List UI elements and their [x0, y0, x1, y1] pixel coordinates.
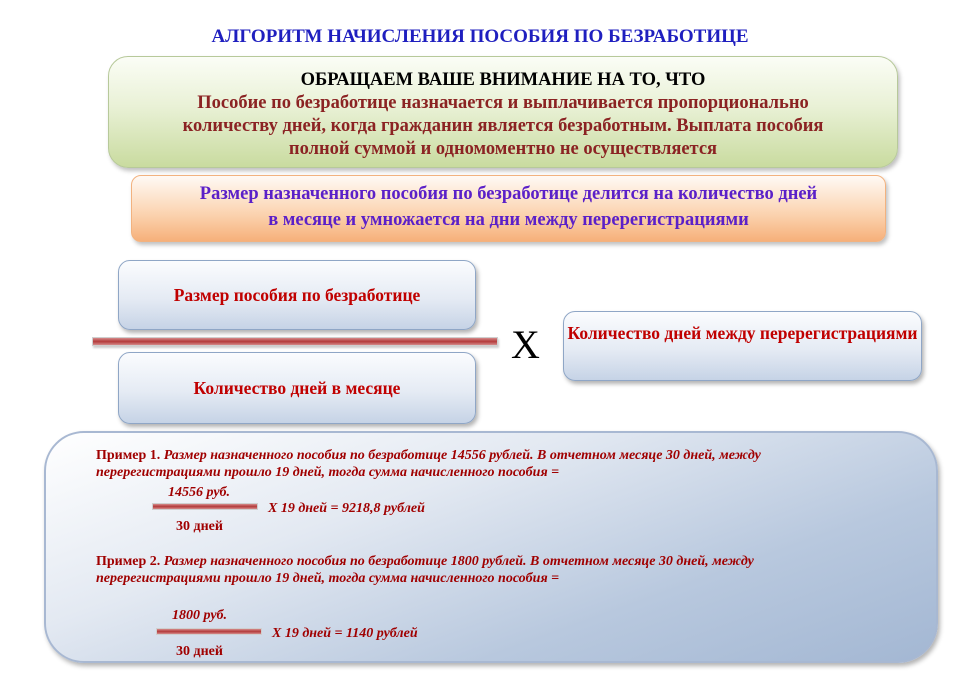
example-1-numerator: 14556 руб. [168, 485, 231, 500]
example-1-result: X 19 дней = 9218,8 рублей [268, 501, 425, 516]
example-2-label: Пример 2. [96, 554, 161, 569]
example-2-fraction-bar [156, 628, 262, 635]
page-title: АЛГОРИТМ НАЧИСЛЕНИЯ ПОСОБИЯ ПО БЕЗРАБОТИЦЕ [211, 26, 749, 47]
formula-multiplier: Количество дней между перерегистрациями [567, 323, 918, 343]
rule-box [131, 175, 886, 242]
example-2-line-2: перерегистрациями прошло 19 дней, тогда сумма начисленного пособия = [96, 571, 560, 586]
notice-heading: ОБРАЩАЕМ ВАШЕ ВНИМАНИЕ НА ТО, ЧТО [300, 70, 706, 90]
fraction-bar [92, 337, 498, 346]
example-1-label: Пример 1. [96, 448, 161, 463]
example-1-fraction-bar [152, 503, 258, 510]
example-2-result: X 19 дней = 1140 рублей [272, 626, 418, 641]
example-1-line-2: перерегистрациями прошло 19 дней, тогда сумма начисленного пособия = [96, 465, 560, 480]
example-2-line-1: Размер назначенного пособия по безработице 1800 рублей. В отчетном месяце 30 дней, между [163, 554, 754, 569]
formula-numerator: Размер пособия по безработице [173, 284, 421, 305]
rule-line-2: в месяце и умножается на дни между перерегистрациями [268, 210, 749, 230]
notice-line-1: Пособие по безработице назначается и выплачивается пропорционально [197, 93, 809, 113]
notice-line-2: количеству дней, когда гражданин является безработным. Выплата пособия [182, 116, 824, 136]
example-1-text [96, 447, 886, 481]
formula-multiplier-box [563, 311, 922, 381]
notice-box [108, 56, 898, 168]
example-1-line-1: Размер назначенного пособия по безработице 14556 рублей. В отчетном месяце 30 дней, между [163, 448, 761, 463]
notice-line-3: полной суммой и одномоментно не осуществляется [288, 139, 718, 159]
example-1-denominator: 30 дней [176, 519, 223, 534]
rule-line-1: Размер назначенного пособия по безработице делится на количество дней [199, 184, 818, 204]
example-2-denominator: 30 дней [176, 644, 223, 659]
example-2-text [96, 553, 886, 587]
multiply-sign: X [511, 322, 540, 367]
formula-denominator: Количество дней в месяце [193, 377, 401, 398]
example-2-numerator: 1800 руб. [172, 608, 228, 623]
formula-numerator-box [118, 260, 476, 330]
formula-denominator-box [118, 352, 476, 424]
